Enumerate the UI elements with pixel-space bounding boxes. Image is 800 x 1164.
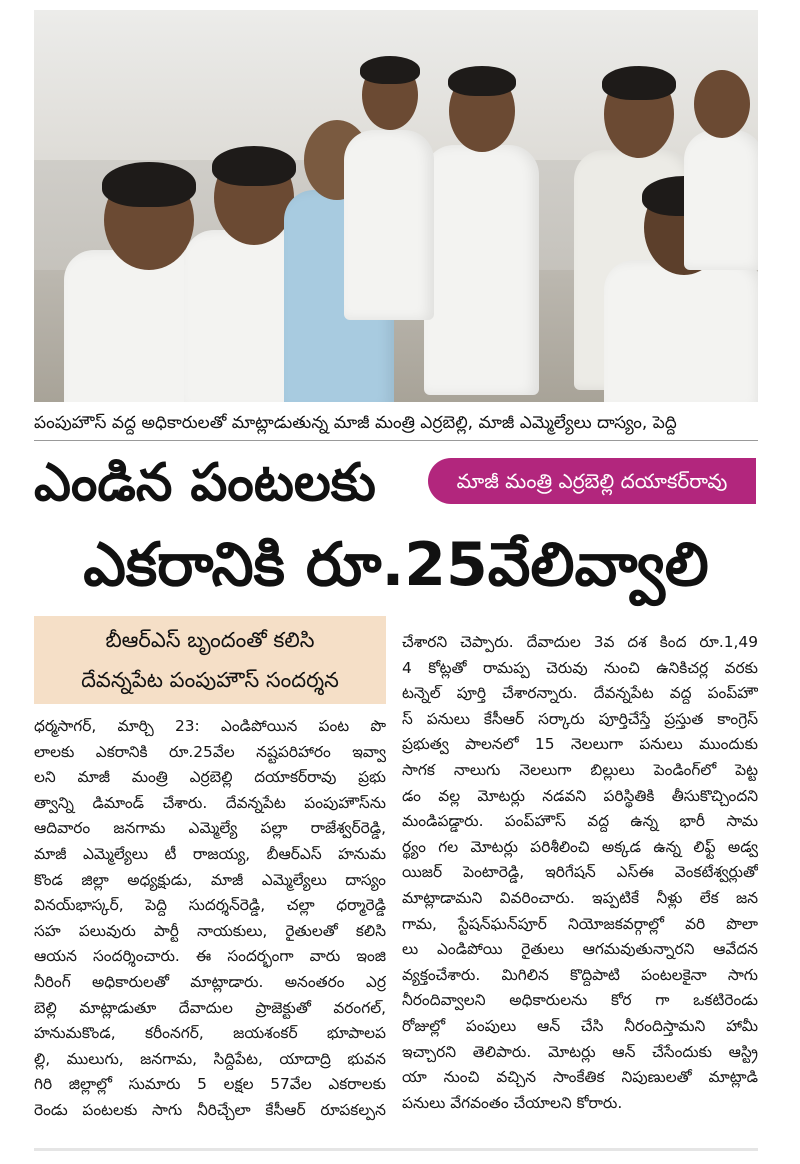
photo-person xyxy=(344,60,434,320)
article-line: ప్రభుత్వ పాలనలో 15 నెలలుగా పనులు ముందుకు xyxy=(402,735,758,754)
article-line: డం వల్ల మోటర్లు నడవని పరిస్థితికి తీసుకొచ్చిందని xyxy=(402,786,758,805)
article-line: త్వాన్ని డిమాండ్ చేశారు. దేవన్నపేట పంపుహౌస్‌ను xyxy=(34,793,386,812)
article-right-column xyxy=(402,630,758,1116)
article-line: వినయ్‌భాస్కర్, పెద్ది సుదర్శన్‌రెడ్డి, చల్లా ధర్మారెడ్డి xyxy=(34,896,386,915)
subheadline-box xyxy=(34,616,386,704)
headline-line-2: ఎకరానికి రూ.25వేలివ్వాలి xyxy=(83,530,709,600)
article-line: ఆదివారం జనగామ ఎమ్మెల్యే పల్లా రాజేశ్వర్‌రెడ్డి, xyxy=(34,819,386,838)
article-line: మాజీ ఎమ్మెల్యేలు టీ రాజయ్య, బీఆర్‌ఎస్ హనుమ xyxy=(34,844,386,863)
article-line: బెల్లి మాట్లాడుతూ దేవాదుల ప్రాజెక్టుతో వరంగల్, xyxy=(34,998,386,1017)
article-line: రెండు పంటలకు సాగు నీరిచ్చేలా కేసీఆర్ రూపకల్పన xyxy=(34,1100,386,1119)
article-line: లాలకు ఎకరానికి రూ.25వేల నష్టపరిహారం ఇవ్వా xyxy=(34,742,386,761)
article-line: నీరందివ్వాలని అధికారులను కోర గా ఒకటిరెండు xyxy=(402,991,758,1010)
article-line: ల్లి, ములుగు, జనగామ, సిద్దిపేట, యాదాద్రి భువన xyxy=(34,1049,386,1068)
article-line: రోజుల్లో పంపులు ఆన్ చేసి నీరందిస్తామని హామీ xyxy=(402,1016,758,1035)
article-line: ఆయన సందర్శించారు. ఈ సందర్భంగా వారు ఇంజి xyxy=(34,947,386,966)
news-photo xyxy=(34,10,758,402)
photo-person xyxy=(684,70,758,270)
headline-line-1: ఎండిన పంటలకు xyxy=(34,453,376,513)
photo-person xyxy=(424,70,544,400)
article-left-column xyxy=(34,714,386,1124)
article-line: మండిపడ్డారు. పంప్‌హౌస్ వద్ద ఉన్న భారీ సామ xyxy=(402,812,758,831)
article-line: సాగక నాలుగు నెలలుగా బిల్లులు పెండింగ్‌లో పెట్ట xyxy=(402,760,758,779)
article-line: పనులు వేగవంతం చేయాలని కోరారు. xyxy=(402,1093,623,1112)
speaker-tag: మాజీ మంత్రి ఎర్రబెల్లి దయాకర్‌రావు xyxy=(428,458,756,504)
article-line: వ్యక్తంచేశారు. మిగిలిన కొద్దిపాటి పంటలకైనా సాగు xyxy=(402,965,758,984)
subheadline-line-2: దేవన్నపేట పంపుహౌస్ సందర్శన xyxy=(81,668,339,692)
article-line: గిరి జిల్లాల్లో సుమారు 5 లక్షల 57వేల ఎకరాలకు xyxy=(34,1075,386,1094)
article-line: కొండ జిల్లా అధ్యక్షుడు, మాజీ ఎమ్మెల్యేలు దాస్యం xyxy=(34,870,386,889)
article-line: చేశారని చెప్పారు. దేవాదుల 3వ దశ కింద రూ.1,49 xyxy=(402,633,758,651)
article-line: టన్నెల్ పూర్తి చేశారన్నారు. దేవన్నపేట వద్ద పంప్‌హౌ xyxy=(402,684,758,703)
photo-caption: పంపుహౌస్ వద్ద అధికారులతో మాట్లాడుతున్న మాజీ మంత్రి ఎర్రబెల్లి, మాజీ ఎమ్మెల్యేలు దాస్యం, పెద్ది xyxy=(34,413,677,433)
article-line: మాట్లాడామని వివరించారు. ఇప్పటికే నీళ్లు లేక జన xyxy=(402,888,758,907)
article-line: ధర్మసాగర్, మార్చి 23: ఎండిపోయిన పంట పొ xyxy=(34,717,386,735)
article-line: యా నుంచి వచ్చిన సాంకేతిక నిపుణులతో మాట్లాడి xyxy=(402,1068,758,1087)
caption-divider xyxy=(34,440,758,441)
article-line: 4 కోట్లతో రామప్ప చెరువు నుంచి ఉనికిచర్ల వరకు xyxy=(402,658,758,677)
article-line: ర్థ్యం గల మోటర్లు పరిశీలించి అక్కడ ఉన్న లిఫ్ట్ అడ్వ xyxy=(402,837,758,856)
article-line: ఇచ్చారని తెలిపారు. మోటర్లు ఆన్ చేసేందుకు ఆస్ట్రి xyxy=(402,1042,758,1061)
article-line: నీరింగ్ అధికారులతో మాట్లాడారు. అనంతరం ఎర్ర xyxy=(34,972,386,991)
newspaper-clipping xyxy=(30,8,770,1156)
article-line: సహ పలువురు పార్టీ నాయకులు, రైతులతో కలిసి xyxy=(34,921,386,940)
article-line: స్ పనులు కేసీఆర్ సర్కారు పూర్తిచేస్తే ప్రస్తుత కాంగ్రెస్ xyxy=(402,709,758,728)
bottom-divider xyxy=(34,1148,758,1151)
article-line: లు ఎండిపోయి రైతులు ఆగమవుతున్నారని ఆవేదన xyxy=(402,940,758,959)
article-line: యిజర్ పెంటారెడ్డి, ఇరిగేషన్ ఎస్‌ఈ వెంకటేశ్వర్లుతో xyxy=(402,863,758,882)
article-line: లని మాజీ మంత్రి ఎర్రబెల్లి దయాకర్‌రావు ప్రభు xyxy=(34,768,386,787)
article-line: గామ, స్టేషన్‌ఘన్‌పూర్ నియోజకవర్గాల్లో వరి పొలా xyxy=(402,914,758,933)
article-line: హనుమకొండ, కరీంనగర్, జయశంకర్ భూపాలప xyxy=(34,1024,386,1043)
subheadline-line-1: బీఆర్‌ఎస్ బృందంతో కలిసి xyxy=(105,628,315,652)
